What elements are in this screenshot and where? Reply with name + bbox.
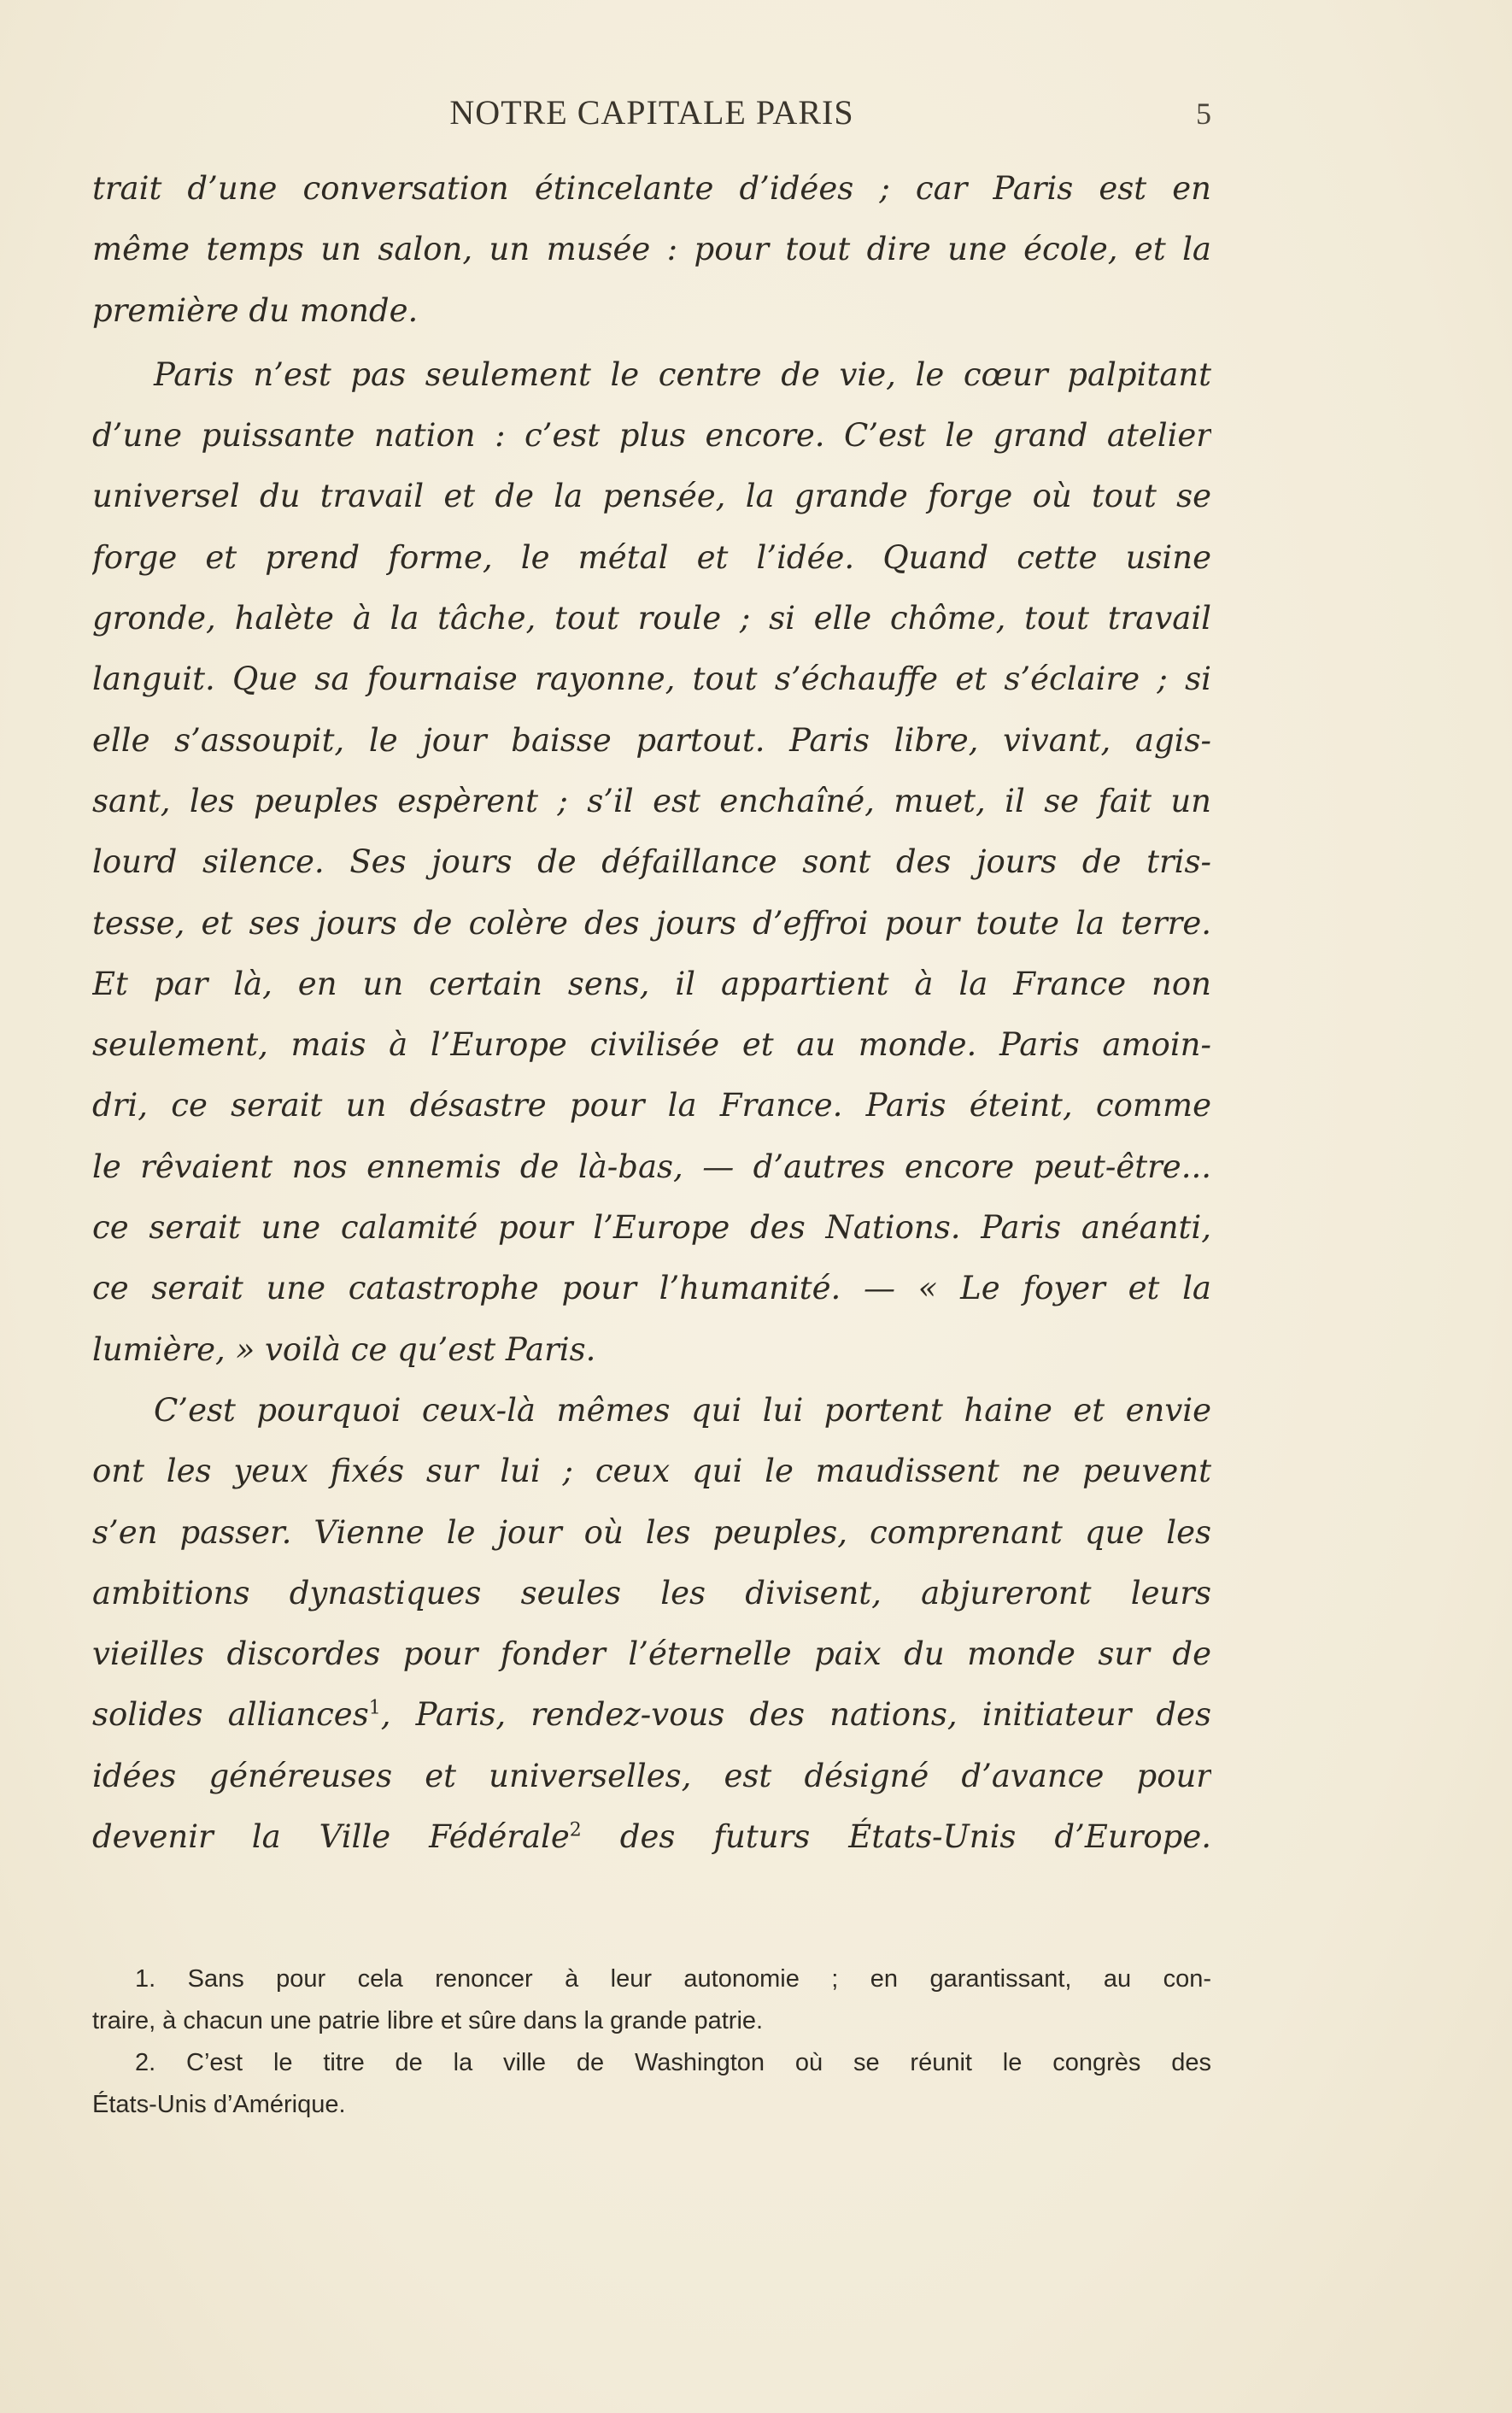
text-line: trait d’une conversation étincelante d’idées ; car Paris est en <box>92 170 1211 207</box>
text-line: ce serait une catastrophe pour l’humanité. — « Le foyer et la <box>92 1270 1211 1307</box>
line-segment: devenir la Ville Fédérale <box>92 1818 570 1856</box>
text-line: sant, les peuples espèrent ; s’il est enchaîné, muet, il se fait un <box>92 782 1211 819</box>
footnote-line: États-Unis d’Amérique. <box>92 2091 346 2118</box>
text-line: première du monde. <box>92 291 419 329</box>
text-line: gronde, halète à la tâche, tout roule ; si elle chôme, tout travail <box>92 600 1211 637</box>
text-line: s’en passer. Vienne le jour où les peuples, comprenant que les <box>92 1513 1211 1551</box>
text-line: C’est pourquoi ceux-là mêmes qui lui portent haine et envie <box>154 1391 1211 1429</box>
line-segment: des futurs États-Unis d’Europe. <box>581 1818 1211 1856</box>
text-line: forge et prend forme, le métal et l’idée. Quand cette usine <box>92 538 1211 576</box>
text-line: ont les yeux fixés sur lui ; ceux qui le maudissent ne peuvent <box>92 1453 1211 1490</box>
text-line: ce serait une calamité pour l’Europe des Nations. Paris anéanti, <box>92 1209 1211 1247</box>
text-line: languit. Que sa fournaise rayonne, tout s’échauffe et s’éclaire ; si <box>92 660 1211 698</box>
page-header <box>92 92 1211 135</box>
footnote-ref: 2 <box>569 1819 582 1841</box>
page-number: 5 <box>1196 97 1211 131</box>
text-line: d’une puissante nation : c’est plus encore. C’est le grand atelier <box>92 417 1211 455</box>
footnote-ref: 1 <box>368 1698 381 1720</box>
text-line: dri, ce serait un désastre pour la France. Paris éteint, comme <box>92 1087 1211 1124</box>
text-line-with-footnote-ref <box>92 1806 1211 1867</box>
text-line: vieilles discordes pour fonder l’éternelle paix du monde sur de <box>92 1635 1211 1673</box>
text-line: ambitions dynastiques seules les divisent, abjureront leurs <box>92 1574 1211 1612</box>
running-title: NOTRE CAPITALE PARIS <box>449 93 854 132</box>
text-line: universel du travail et de la pensée, la grande forge où tout se <box>92 478 1211 515</box>
footnotes <box>92 1958 1211 2126</box>
text-line: tesse, et ses jours de colère des jours d’effroi pour toute la terre. <box>92 904 1211 942</box>
text-line: elle s’assoupit, le jour baisse partout. Paris libre, vivant, agis- <box>92 721 1211 759</box>
text-line: seulement, mais à l’Europe civilisée et au monde. Paris amoin- <box>92 1026 1211 1064</box>
main-text <box>92 158 1211 1867</box>
footnote-line: 1. Sans pour cela renoncer à leur autonomie ; en garantissant, au con- <box>135 1965 1211 1993</box>
text-line: Et par là, en un certain sens, il appartient à la France non <box>92 965 1211 1002</box>
text-line: lumière, » voilà ce qu’est Paris. <box>92 1330 596 1368</box>
footnote-line: traire, à chacun une patrie libre et sûre dans la grande patrie. <box>92 2007 764 2034</box>
text-line: Paris n’est pas seulement le centre de vie, le cœur palpitant <box>154 355 1211 393</box>
text-line: idées généreuses et universelles, est désigné d’avance pour <box>92 1757 1211 1794</box>
text-line-with-footnote-ref <box>92 1684 1211 1745</box>
text-line: le rêvaient nos ennemis de là-bas, — d’autres encore peut-être... <box>92 1148 1211 1185</box>
text-line: même temps un salon, un musée : pour tout dire une école, et la <box>92 231 1211 268</box>
line-segment: , Paris, rendez-vous des nations, initiateur des <box>380 1696 1211 1734</box>
footnote-line: 2. C’est le titre de la ville de Washington où se réunit le congrès des <box>135 2049 1211 2076</box>
text-line: lourd silence. Ses jours de défaillance sont des jours de tris- <box>92 843 1211 881</box>
line-segment: solides alliances <box>92 1696 369 1734</box>
